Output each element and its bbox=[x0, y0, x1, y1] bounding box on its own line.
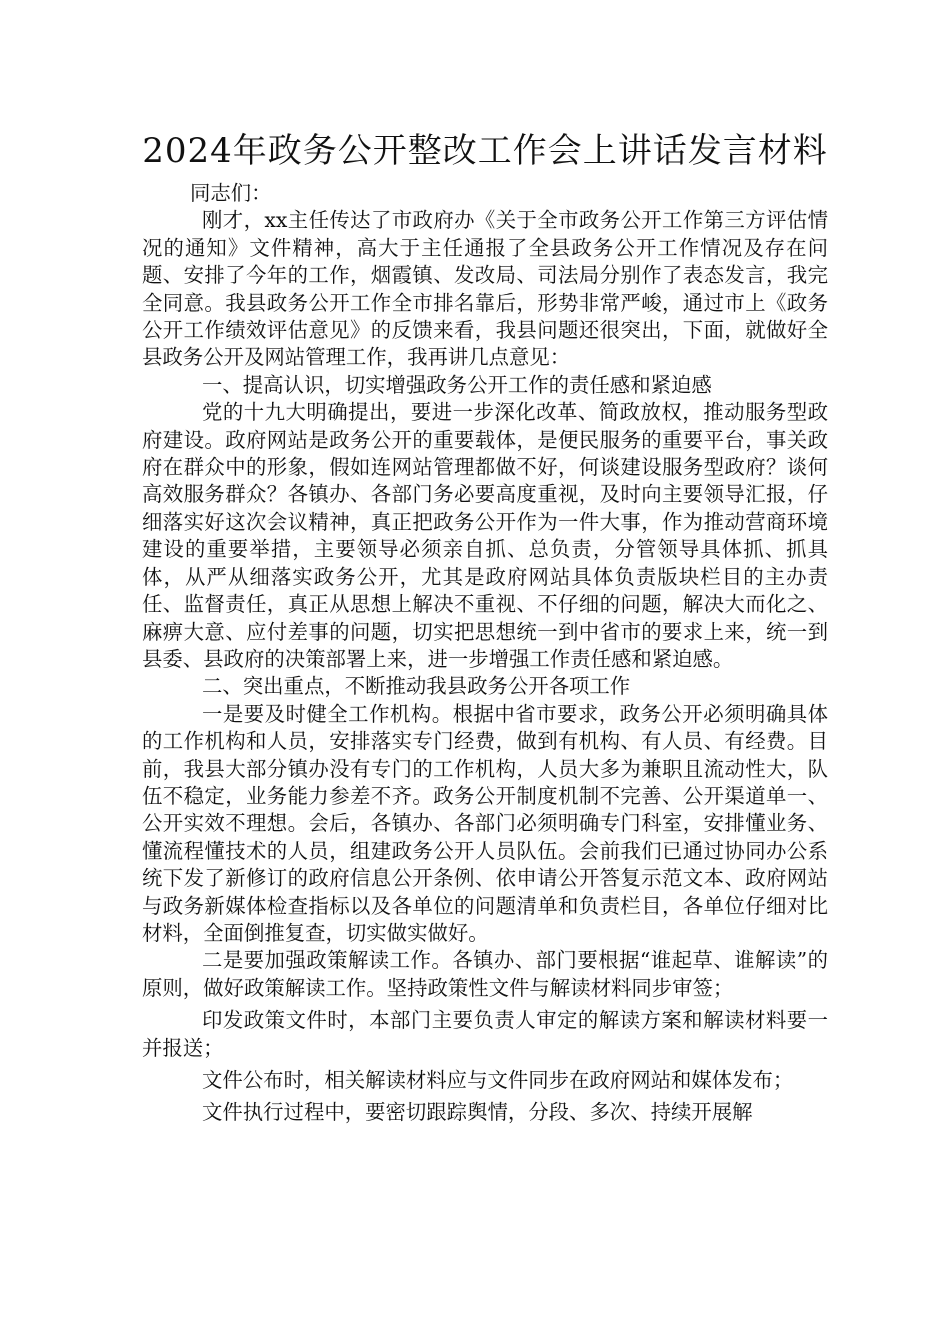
paragraph-point-2: 二是要加强政策解读工作。各镇办、部门要根据“谁起草、谁解读”的原则，做好政策解读工作。坚持政策性文件与解读材料同步审签； bbox=[142, 948, 828, 1000]
paragraph-point-2-item-1: 印发政策文件时，本部门主要负责人审定的解读方案和解读材料要一并报送； bbox=[142, 1008, 828, 1060]
document-page bbox=[142, 128, 828, 1127]
document-title: 2024年政务公开整改工作会上讲话发言材料 bbox=[142, 131, 828, 171]
paragraph-point-2-item-3: 文件执行过程中，要密切跟踪舆情，分段、多次、持续开展解 bbox=[202, 1100, 753, 1125]
paragraph-point-2-item-2: 文件公布时，相关解读材料应与文件同步在政府网站和媒体发布； bbox=[202, 1068, 794, 1092]
paragraph-intro: 刚才，xx主任传达了市政府办《关于全市政务公开工作第三方评估情况的通知》文件精神，高大于主任通报了全县政务公开工作情况及存在问题、安排了今年的工作，烟霞镇、发改局、司法局分别作了表态发言，我完全同意。我县政务公开工作全市排名靠后，形势非常严峻，通过市上《政务公开工作绩效评估意见》的反馈来看，我县问题还很突出，下面，就做好全县政务公开及网站管理工作，我再讲几点意见： bbox=[142, 208, 828, 370]
document-body bbox=[142, 180, 828, 1127]
section-heading-1: 一、提高认识，切实增强政务公开工作的责任感和紧迫感 bbox=[202, 372, 712, 397]
paragraph-point-1: 一是要及时健全工作机构。根据中省市要求，政务公开必须明确具体的工作机构和人员，安排落实专门经费，做到有机构、有人员、有经费。目前，我县大部分镇办没有专门的工作机构，人员大多为兼职且流动性大，队伍不稳定，业务能力参差不齐。政务公开制度机制不完善、公开渠道单一、公开实效不理想。会后，各镇办、各部门必须明确专门科室，安排懂业务、懂流程懂技术的人员，组建政务公开人员队伍。会前我们已通过协同办公系统下发了新修订的政府信息公开条例、依申请公开答复示范文本、政府网站与政务新媒体检查指标以及各单位的问题清单和负责栏目，各单位仔细对比材料，全面倒推复查，切实做实做好。 bbox=[142, 701, 828, 945]
section-heading-2: 二、突出重点，不断推动我县政务公开各项工作 bbox=[202, 674, 631, 699]
paragraph-section-1: 党的十九大明确提出，要进一步深化改革、简政放权，推动服务型政府建设。政府网站是政务公开的重要载体，是便民服务的重要平台，事关政府在群众中的形象，假如连网站管理都做不好，何谈建设服务型政府？谈何高效服务群众？各镇办、各部门务必要高度重视，及时向主要领导汇报，仔细落实好这次会议精神，真正把政务公开作为一件大事，作为推动营商环境建设的重要举措，主要领导必须亲自抓、总负责，分管领导具体抓、抓具体，从严从细落实政务公开，尤其是政府网站具体负责版块栏目的主办责任、监督责任，真正从思想上解决不重视、不仔细的问题，解决大而化之、麻痹大意、应付差事的问题，切实把思想统一到中省市的要求上来，统一到县委、县政府的决策部署上来，进一步增强工作责任感和紧迫感。 bbox=[142, 400, 828, 671]
greeting: 同志们： bbox=[190, 181, 272, 205]
